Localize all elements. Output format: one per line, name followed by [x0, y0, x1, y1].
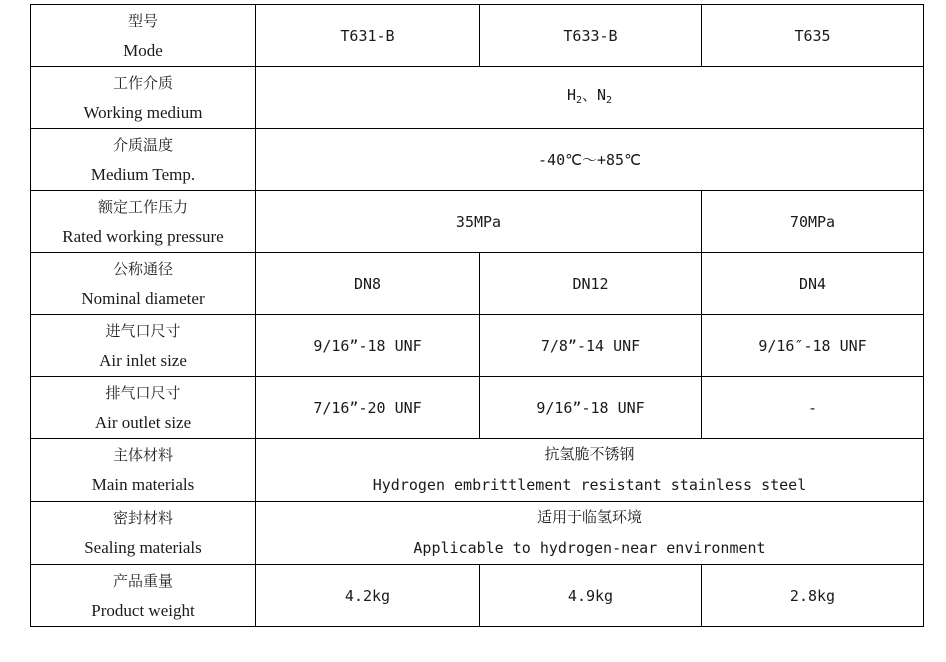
label-cn: 主体材料 — [112, 446, 173, 464]
inlet-cell: 9/16”-18 UNF — [256, 315, 480, 377]
model-cell: T633-B — [480, 5, 702, 67]
weight-cell: 4.2kg — [256, 565, 480, 627]
medium-n-subscript: 2 — [606, 94, 613, 106]
row-label-nominal-diameter — [31, 253, 256, 315]
label-cn: 进气口尺寸 — [105, 321, 181, 340]
table-row — [31, 565, 924, 627]
row-label-air-inlet — [31, 315, 256, 377]
outlet-cell: 7/16”-20 UNF — [256, 377, 480, 439]
table-row — [31, 67, 924, 129]
medium-temp-value: -40℃～+85℃ — [256, 129, 924, 191]
medium-h-subscript: 2 — [575, 94, 582, 106]
label-en: Main materials — [91, 475, 195, 494]
model-cell: T631-B — [256, 5, 480, 67]
diameter-cell: DN12 — [480, 253, 702, 315]
working-medium-value — [256, 67, 924, 129]
inlet-cell: 9/16″-18 UNF — [702, 315, 924, 377]
row-label-main-materials — [31, 439, 256, 502]
main-materials-en: Hydrogen embrittlement resistant stainless steel — [372, 476, 807, 494]
label-cn: 公称通径 — [112, 259, 173, 278]
table-row — [31, 253, 924, 315]
label-en: Air inlet size — [99, 350, 187, 370]
table-row — [31, 439, 924, 502]
label-en: Medium Temp. — [90, 164, 196, 184]
diameter-cell: DN8 — [256, 253, 480, 315]
inlet-cell: 7/8”-14 UNF — [480, 315, 702, 377]
label-cn: 介质温度 — [112, 135, 173, 154]
row-label-working-medium — [31, 67, 256, 129]
pressure-cell: 70MPa — [702, 191, 924, 253]
label-en: Sealing materials — [84, 538, 202, 557]
label-cn: 额定工作压力 — [97, 197, 188, 216]
row-label-product-weight — [31, 565, 256, 627]
label-cn: 产品重量 — [112, 571, 173, 590]
label-cn: 排气口尺寸 — [105, 383, 181, 402]
sealing-materials-en: Applicable to hydrogen-near environment — [413, 539, 766, 557]
label-en: Air outlet size — [94, 412, 192, 432]
medium-h: H — [566, 85, 576, 104]
label-cn: 密封材料 — [112, 509, 173, 527]
label-en: Nominal diameter — [81, 288, 205, 308]
main-materials-cn: 抗氢脆不锈钢 — [544, 445, 635, 463]
label-cn: 型号 — [127, 11, 158, 30]
medium-sep-n: 、N — [582, 85, 607, 104]
row-label-model — [31, 5, 256, 67]
row-label-rated-pressure — [31, 191, 256, 253]
weight-cell: 4.9kg — [480, 565, 702, 627]
weight-cell: 2.8kg — [702, 565, 924, 627]
spec-table — [30, 4, 924, 627]
pressure-cell: 35MPa — [256, 191, 702, 253]
table-row — [31, 5, 924, 67]
diameter-cell: DN4 — [702, 253, 924, 315]
row-label-medium-temp — [31, 129, 256, 191]
row-label-sealing-materials — [31, 502, 256, 565]
main-materials-value — [256, 439, 924, 502]
sealing-materials-value — [256, 502, 924, 565]
outlet-cell: 9/16”-18 UNF — [480, 377, 702, 439]
table-row — [31, 191, 924, 253]
table-row — [31, 315, 924, 377]
outlet-cell: - — [702, 377, 924, 439]
model-cell: T635 — [702, 5, 924, 67]
table-row — [31, 377, 924, 439]
table-row — [31, 502, 924, 565]
label-en: Working medium — [83, 102, 203, 122]
row-label-air-outlet — [31, 377, 256, 439]
table-row — [31, 129, 924, 191]
label-cn: 工作介质 — [112, 73, 173, 92]
label-en: Mode — [123, 40, 163, 60]
label-en: Rated working pressure — [62, 226, 224, 246]
sealing-materials-cn: 适用于临氢环境 — [536, 508, 642, 526]
label-en: Product weight — [91, 600, 195, 620]
